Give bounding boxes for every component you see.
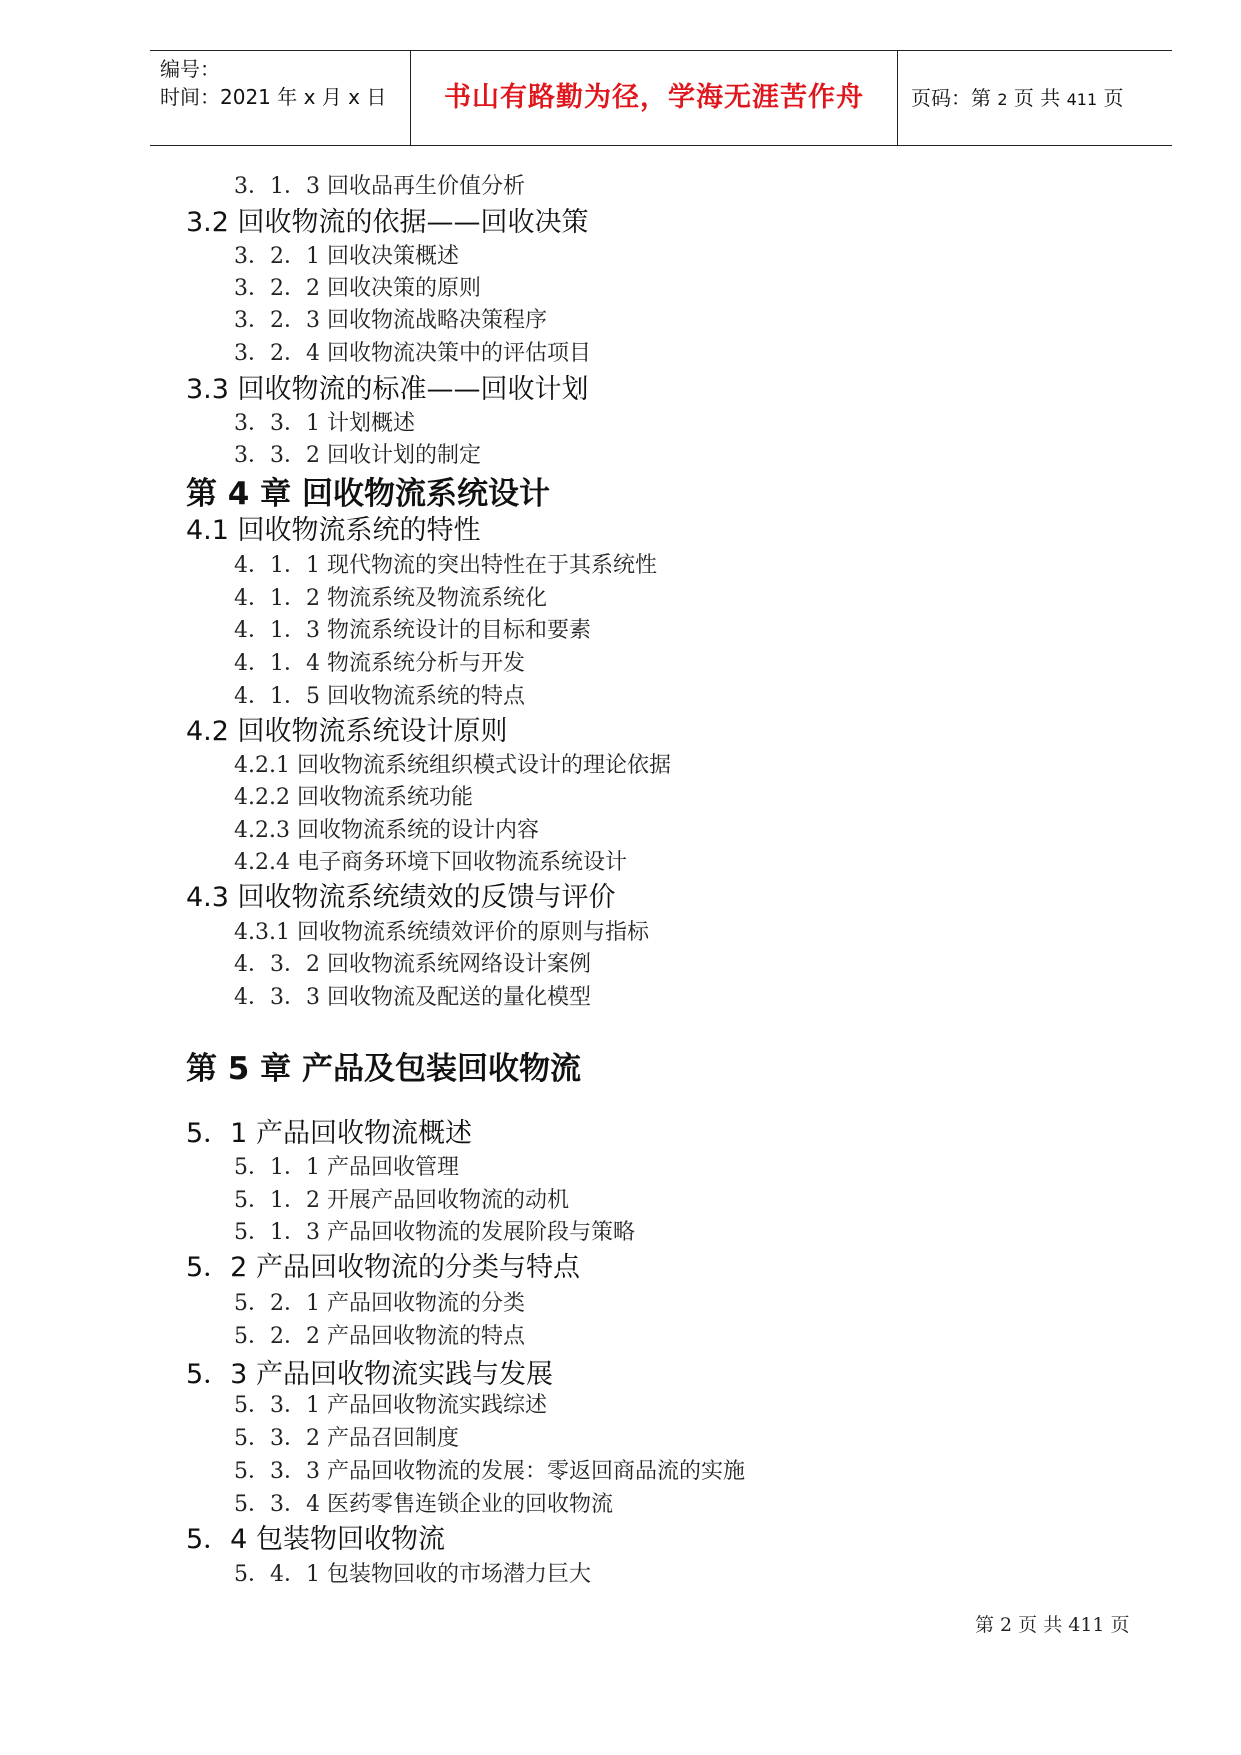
- header-meta: [160, 51, 400, 145]
- toc-subsection-entry: 3．2．4 回收物流决策中的评估项目: [234, 341, 591, 366]
- toc-section-heading: 3.3 回收物流的标准——回收计划: [186, 374, 589, 405]
- toc-chapter-heading: 第 5 章 产品及包装回收物流: [186, 1051, 581, 1087]
- toc-subsection-entry: 5．3．4 医药零售连锁企业的回收物流: [234, 1492, 613, 1517]
- toc-subsection-entry: 3．1．3 回收品再生价值分析: [234, 174, 525, 199]
- toc-subsection-entry: 5．1．1 产品回收管理: [234, 1155, 459, 1180]
- toc-subsection-entry: 3．3．2 回收计划的制定: [234, 443, 481, 468]
- toc-subsection-entry: 5．2．2 产品回收物流的特点: [234, 1324, 525, 1349]
- toc-subsection-entry: 5．3．3 产品回收物流的发展：零返回商品流的实施: [234, 1459, 745, 1484]
- toc-subsection-entry: 3．2．3 回收物流战略决策程序: [234, 308, 547, 333]
- toc-subsection-entry: 4.2.4 电子商务环境下回收物流系统设计: [234, 850, 627, 875]
- toc-section-heading: 4.2 回收物流系统设计原则: [186, 716, 508, 747]
- toc-subsection-entry: 4.3.1 回收物流系统绩效评价的原则与指标: [234, 920, 649, 945]
- document-number-label: 编号：: [160, 57, 220, 81]
- toc-subsection-entry: 5．1．3 产品回收物流的发展阶段与策略: [234, 1220, 635, 1245]
- page-footer: 第 2 页 共 411 页: [975, 1614, 1130, 1636]
- toc-section-heading: 5．3 产品回收物流实践与发展: [186, 1359, 553, 1390]
- header-page-cell: [897, 51, 1172, 145]
- page-header: [150, 50, 1172, 146]
- toc-subsection-entry: 4.2.1 回收物流系统组织模式设计的理论依据: [234, 753, 671, 778]
- toc-subsection-entry: 5．3．2 产品召回制度: [234, 1426, 459, 1451]
- page-suffix: 页: [1097, 86, 1124, 110]
- toc-chapter-heading: 第 4 章 回收物流系统设计: [186, 476, 550, 512]
- toc-subsection-entry: 4．1．3 物流系统设计的目标和要素: [234, 618, 591, 643]
- toc-subsection-entry: 3．2．1 回收决策概述: [234, 244, 459, 269]
- toc-section-heading: 3.2 回收物流的依据——回收决策: [186, 207, 589, 238]
- toc-section-heading: 5．2 产品回收物流的分类与特点: [186, 1252, 580, 1283]
- toc-subsection-entry: 5．2．1 产品回收物流的分类: [234, 1291, 525, 1316]
- toc-section-heading: 5．1 产品回收物流概述: [186, 1118, 472, 1149]
- page-total: 411: [1066, 90, 1098, 109]
- toc-section-heading: 4.1 回收物流系统的特性: [186, 515, 481, 546]
- header-page-info: [911, 86, 1124, 112]
- header-motto-cell: [410, 51, 898, 145]
- toc-subsection-entry: 4．3．3 回收物流及配送的量化模型: [234, 985, 591, 1010]
- page-middle: 页 共: [1007, 86, 1067, 110]
- toc-subsection-entry: 4．1．4 物流系统分析与开发: [234, 651, 525, 676]
- toc-subsection-entry: 3．2．2 回收决策的原则: [234, 276, 481, 301]
- toc-section-heading: 5．4 包装物回收物流: [186, 1524, 445, 1555]
- toc-subsection-entry: 5．4．1 包装物回收的市场潜力巨大: [234, 1562, 591, 1587]
- toc-subsection-entry: 4.2.3 回收物流系统的设计内容: [234, 818, 539, 843]
- page-current: 2: [997, 90, 1008, 109]
- toc-subsection-entry: 4．3．2 回收物流系统网络设计案例: [234, 952, 591, 977]
- toc-subsection-entry: 4．1．2 物流系统及物流系统化: [234, 586, 547, 611]
- toc-subsection-entry: 5．3．1 产品回收物流实践综述: [234, 1393, 547, 1418]
- motto-text: 书山有路勤为径，学海无涯苦作舟: [444, 82, 864, 113]
- toc-subsection-entry: 5．1．2 开展产品回收物流的动机: [234, 1188, 569, 1213]
- toc-subsection-entry: 4．1．5 回收物流系统的特点: [234, 684, 525, 709]
- page-prefix: 页码：第: [911, 86, 998, 110]
- toc-subsection-entry: 4．1．1 现代物流的突出特性在于其系统性: [234, 553, 657, 578]
- toc-subsection-entry: 3．3．1 计划概述: [234, 411, 415, 436]
- toc-subsection-entry: 4.2.2 回收物流系统功能: [234, 785, 473, 810]
- toc-section-heading: 4.3 回收物流系统绩效的反馈与评价: [186, 882, 616, 913]
- document-time-label: 时间：2021 年 x 月 x 日: [160, 85, 387, 109]
